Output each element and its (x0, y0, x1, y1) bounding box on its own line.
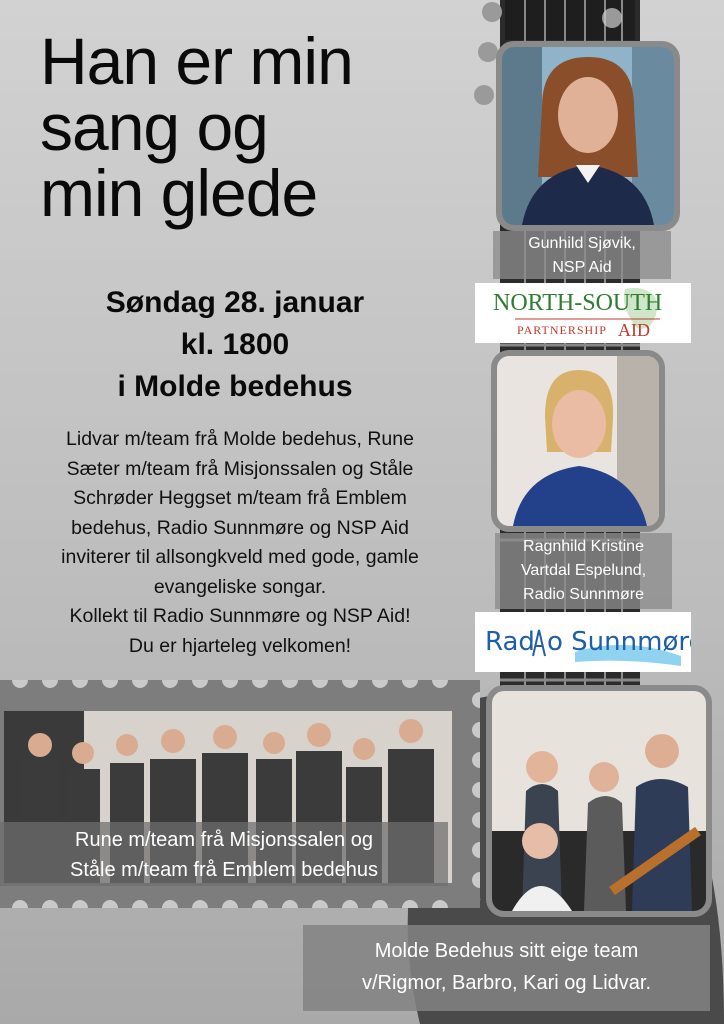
radio-logo-text-b: o Sunnmøre (547, 627, 691, 657)
nsp-logo-line1: NORTH-SOUTH (493, 290, 663, 316)
caption-line: Ragnhild Kristine (523, 538, 644, 555)
event-description (18, 425, 462, 661)
caption-line: Gunhild Sjøvik, (528, 235, 636, 252)
event-place: i Molde bedehus (117, 370, 353, 403)
caption-line: Molde Bedehus sitt eige team (374, 940, 639, 962)
description-line: Kollekt til Radio Sunnmøre og NSP Aid! (69, 605, 411, 627)
caption-line: Vartdal Espelund, (520, 562, 647, 579)
nsp-logo-line2a: PARTNERSHIP (517, 323, 607, 337)
description-line: Du er hjarteleg velkomen! (128, 634, 352, 657)
poster-title (40, 24, 460, 230)
caption-line: v/Rigmor, Barbro, Kari og Lidvar. (361, 972, 651, 994)
title-line: sang og (40, 90, 268, 164)
description-line: evangeliske songar. (153, 575, 327, 598)
title-line: min glede (40, 156, 318, 230)
description-line: Lidvar m/team frå Molde bedehus, Rune (66, 428, 414, 450)
caption-line: Ståle m/team frå Emblem bedehus (70, 859, 378, 881)
radio-logo-text-a: Rad (485, 627, 535, 657)
nsp-logo-line2b: AID (618, 320, 650, 340)
speaker-caption-ragnhild (495, 533, 672, 609)
title-line: Han er min (40, 24, 353, 98)
speaker-caption-gunhild (493, 231, 671, 279)
speaker-photo-gunhild (496, 41, 680, 231)
event-details (60, 282, 410, 408)
description-line: Schrøder Heggset m/team frå Emblem (73, 487, 407, 509)
caption-line: NSP Aid (552, 259, 612, 276)
caption-line: Radio Sunnmøre (523, 586, 644, 603)
description-line: Sæter m/team frå Misjonssalen og Ståle (66, 457, 414, 480)
team-caption-misjonssalen-emblem (0, 822, 448, 886)
team-photo-molde-bedehus (486, 685, 712, 917)
radio-sunnmore-logo (475, 612, 691, 672)
description-line: bedehus, Radio Sunnmøre og NSP Aid (71, 516, 409, 539)
description-line: inviterer til allsongkveld med gode, gamle (61, 546, 419, 568)
event-date: Søndag 28. januar (105, 286, 365, 319)
team-caption-molde-bedehus (303, 925, 710, 1011)
nsp-aid-logo (475, 283, 691, 343)
caption-line: Rune m/team frå Misjonssalen og (75, 829, 373, 851)
speaker-photo-ragnhild (491, 350, 665, 532)
event-time: kl. 1800 (180, 328, 290, 361)
